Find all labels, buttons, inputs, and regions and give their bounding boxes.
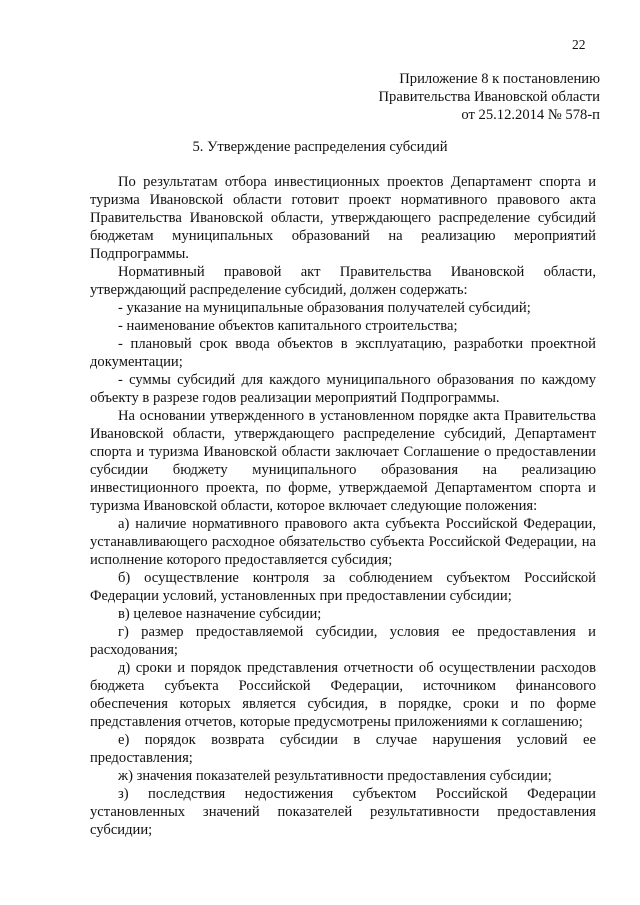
list-item: - наименование объектов капитального строительства;	[118, 318, 458, 334]
list-item: е) порядок возврата субсидии в случае нарушения условий ее предоставления;	[90, 732, 596, 766]
list-item: - указание на муниципальные образования получателей субсидий;	[118, 300, 531, 316]
list-item: ж) значения показателей результативности предоставления субсидии;	[118, 768, 552, 784]
list-item: г) размер предоставляемой субсидии, условия ее предоставления и расходования;	[90, 624, 596, 658]
appendix-line-1: Приложение 8 к постановлению	[399, 71, 600, 87]
appendix-reference	[379, 70, 600, 124]
list-item: - плановый срок ввода объектов в эксплуатацию, разработки проектной документации;	[90, 336, 596, 370]
list-item: з) последствия недостижения субъектом Российской Федерации установленных значений показателей результативности предоставления субсидии;	[90, 786, 596, 838]
list-item: д) сроки и порядок представления отчетности об осуществлении расходов бюджета субъекта Российской Федерации, источником финансового обеспечения которых является субсидия, в порядке, сроки и по форме представления отчетов, которые предусмотрены приложениями к соглашению;	[90, 660, 596, 730]
section-title: 5. Утверждение распределения субсидий	[192, 139, 448, 155]
appendix-line-3: от 25.12.2014 № 578-п	[461, 107, 600, 123]
appendix-line-2: Правительства Ивановской области	[378, 89, 600, 105]
list-item: а) наличие нормативного правового акта субъекта Российской Федерации, устанавливающего расходное обязательство субъекта Российской Федерации, на исполнение которого предоставляется субсидия;	[90, 516, 596, 568]
list-item: б) осуществление контроля за соблюдением субъектом Российской Федерации условий, установленных при предоставлении субсидии;	[90, 570, 596, 604]
document-body	[90, 173, 596, 839]
page-number: 22	[572, 37, 586, 52]
paragraph: На основании утвержденного в установленном порядке акта Правительства Ивановской области, утверждающего распределение субсидий, Департамент спорта и туризма Ивановской области заключает Соглашение о предоставлении субсидии бюджету муниципального образования на реализацию инвестиционного проекта, по форме, утверждаемой Департаментом спорта и туризма Ивановской области, которое включает следующие положения:	[90, 408, 596, 514]
list-item: в) целевое назначение субсидии;	[118, 606, 322, 622]
list-item: - суммы субсидий для каждого муниципального образования по каждому объекту в разрезе годов реализации мероприятий Подпрограммы.	[90, 372, 596, 406]
paragraph: По результатам отбора инвестиционных проектов Департамент спорта и туризма Ивановской области готовит проект нормативного правового акта Правительства Ивановской области, утверждающего распределение субсидий бюджетам муниципальных образований на реализацию мероприятий Подпрограммы.	[90, 174, 596, 262]
paragraph: Нормативный правовой акт Правительства Ивановской области, утверждающий распределение субсидий, должен содержать:	[90, 264, 596, 298]
